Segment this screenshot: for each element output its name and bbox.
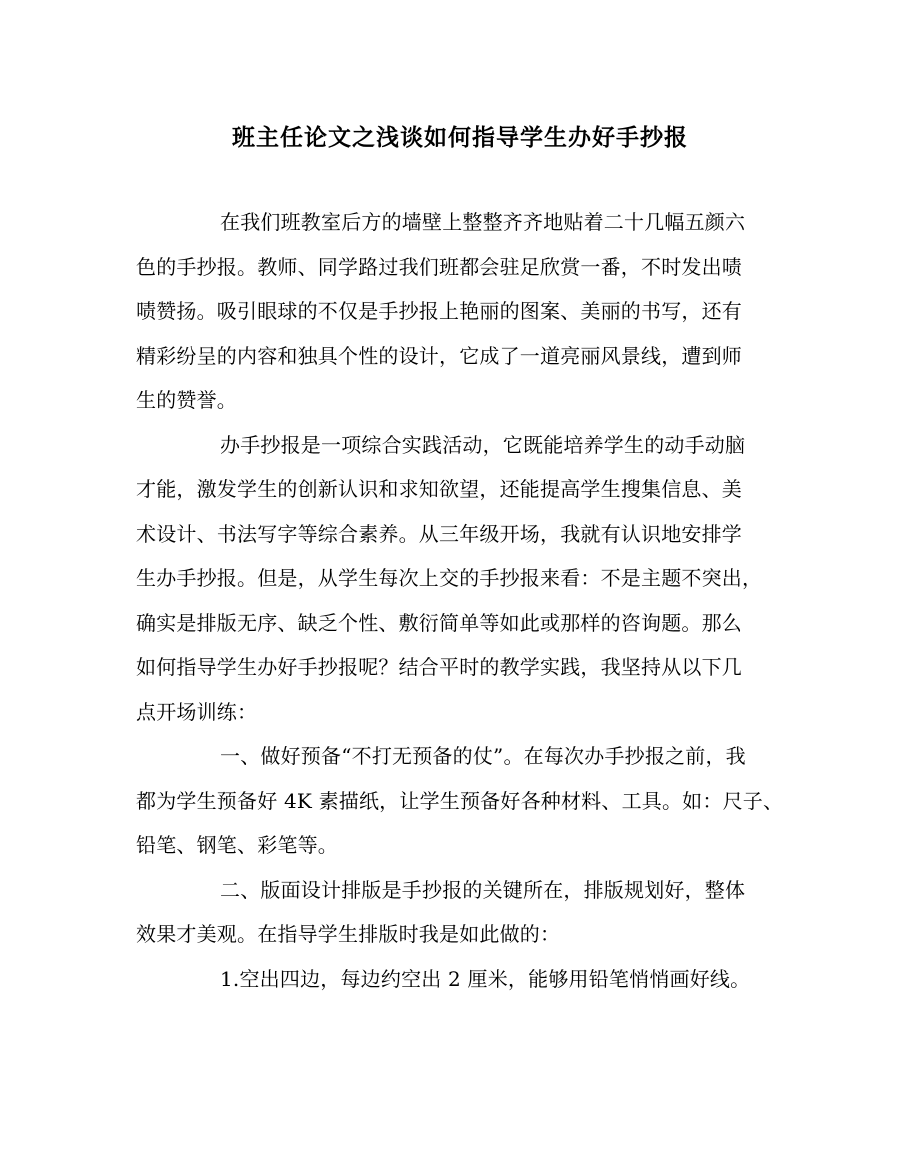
document-title: 班主任论文之浅谈如何指导学生办好手抄报 <box>232 124 688 151</box>
text-line: 如何指导学生办好手抄报呢？结合平时的教学实践，我坚持从以下几 <box>136 655 742 679</box>
text-line: 二、版面设计排版是手抄报的关键所在，排版规划好，整体 <box>220 877 746 902</box>
text-line: 生办手抄报。但是，从学生每次上交的手抄报来看：不是主题不突出， <box>136 566 763 590</box>
text-line: 铅笔、钢笔、彩笔等。 <box>136 833 338 857</box>
text-line: 生的赞誉。 <box>136 388 237 412</box>
text-line: 啧赞扬。吸引眼球的不仅是手抄报上艳丽的图案、美丽的书写，还有 <box>136 299 742 323</box>
text-line: 精彩纷呈的内容和独具个性的设计，它成了一道亮丽风景线，遭到师 <box>136 343 742 368</box>
document-body <box>136 200 796 1001</box>
text-line: 都为学生预备好 4K 素描纸，让学生预备好各种材料、工具。如：尺子、 <box>136 788 784 813</box>
text-line: 一、做好预备“不打无预备的仗”。在每次办手抄报之前，我 <box>220 744 746 768</box>
text-line: 术设计、书法写字等综合素养。从三年级开场，我就有认识地安排学 <box>136 521 742 546</box>
text-line: 点开场训练： <box>136 699 258 724</box>
text-line: 1.空出四边，每边约空出 2 厘米，能够用铅笔悄悄画好线。 <box>220 966 751 991</box>
text-line: 确实是排版无序、缺乏个性、敷衍简单等如此或那样的咨询题。那么 <box>136 610 742 635</box>
text-line: 效果才美观。在指导学生排版时我是如此做的： <box>136 922 561 946</box>
text-line: 在我们班教室后方的墙壁上整整齐齐地贴着二十几幅五颜六 <box>220 210 746 234</box>
text-line: 才能，激发学生的创新认识和求知欲望，还能提高学生搜集信息、美 <box>136 477 742 501</box>
text-line: 办手抄报是一项综合实践活动，它既能培养学生的动手动脑 <box>220 432 746 457</box>
text-line: 色的手抄报。教师、同学路过我们班都会驻足欣赏一番，不时发出啧 <box>136 254 742 279</box>
